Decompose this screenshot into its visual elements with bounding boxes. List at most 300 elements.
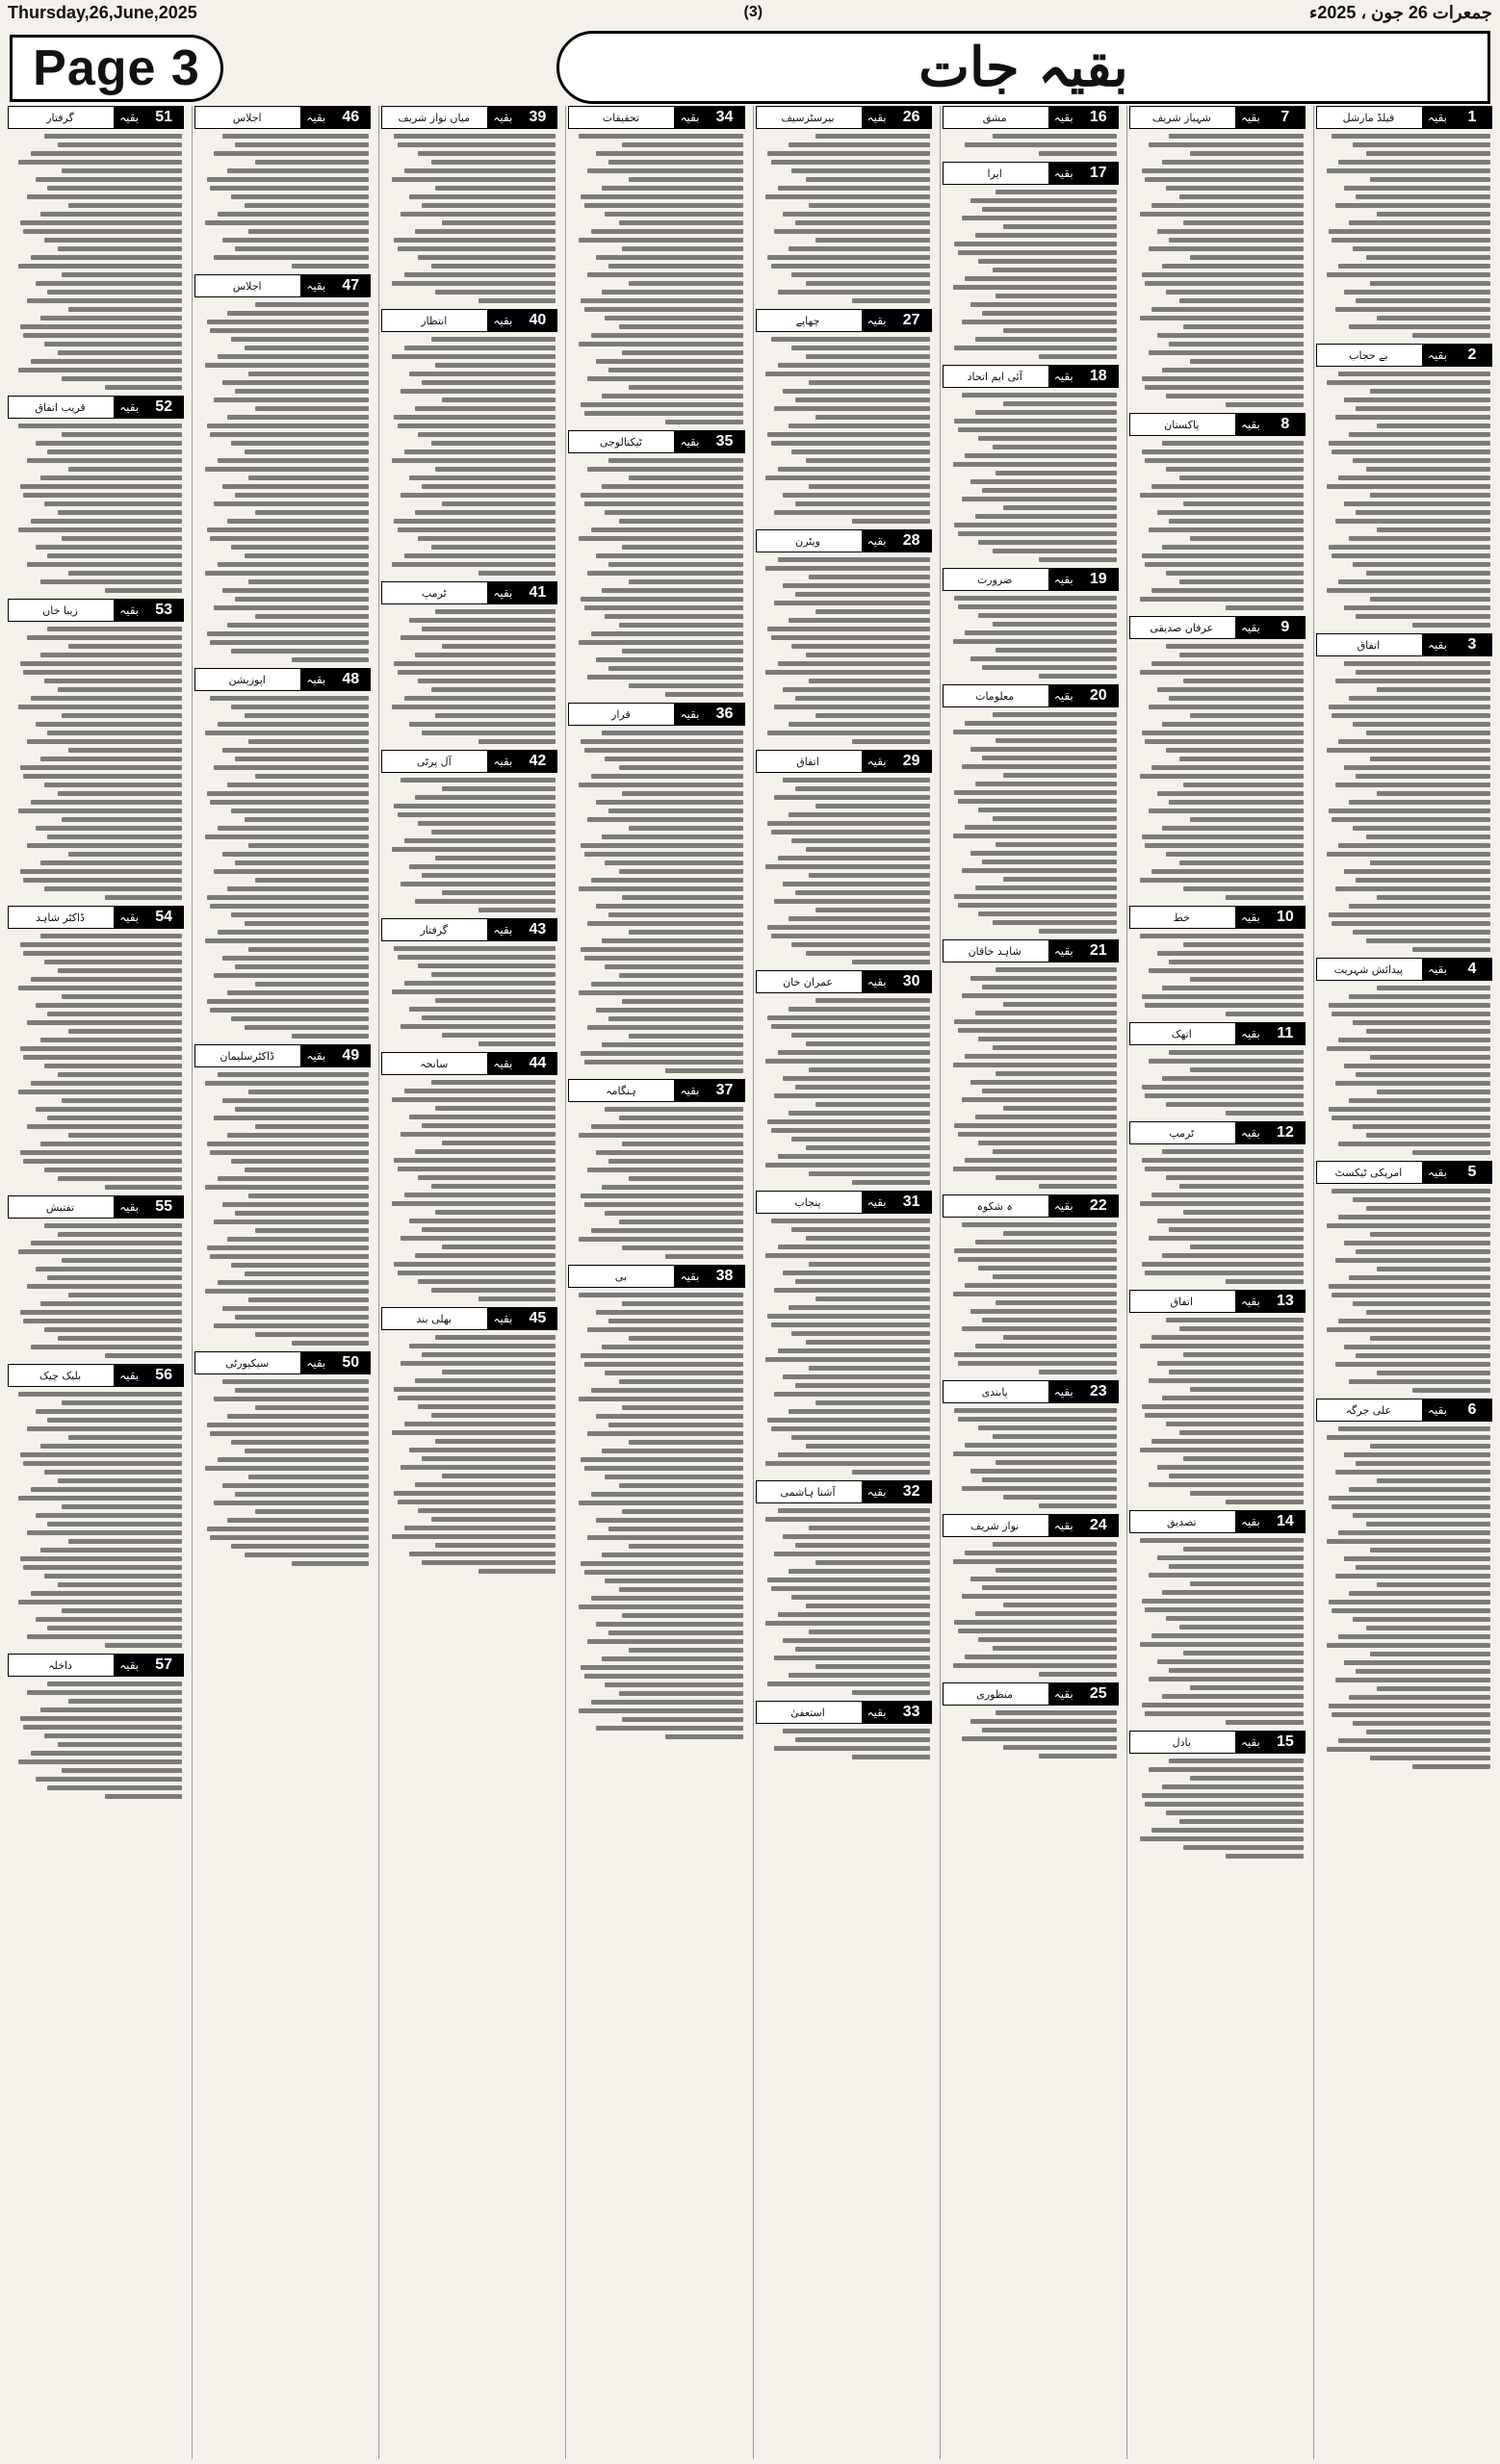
text-line (245, 1449, 369, 1453)
text-line (36, 1267, 182, 1271)
text-line (1166, 467, 1304, 472)
continuation-header (943, 684, 1119, 707)
text-line (40, 1707, 182, 1712)
text-line (602, 1042, 743, 1047)
text-line (47, 627, 182, 631)
text-line (1039, 1503, 1117, 1508)
text-line (581, 739, 742, 744)
text-line (245, 817, 369, 822)
text-line (1353, 1197, 1490, 1202)
text-line (622, 895, 742, 900)
text-line (965, 721, 1117, 726)
text-line (587, 1025, 742, 1030)
text-line (1190, 255, 1304, 260)
body-text-block (943, 1540, 1119, 1679)
text-line (629, 930, 742, 935)
text-line (1349, 220, 1490, 225)
text-line (608, 458, 743, 463)
continuation-item (8, 1364, 184, 1650)
text-line (1338, 579, 1490, 584)
text-line (970, 656, 1117, 661)
text-line (1332, 553, 1490, 558)
text-line (404, 553, 556, 558)
text-line (1329, 808, 1490, 813)
continuation-number: 24 (1079, 1515, 1118, 1536)
text-line (771, 441, 930, 446)
text-line (1338, 1038, 1490, 1042)
text-line (227, 311, 369, 316)
text-line (44, 238, 182, 243)
text-line (435, 998, 556, 1003)
continuation-label: بقیہ (860, 1481, 892, 1502)
body-text-block (756, 996, 932, 1187)
text-line (1140, 1642, 1304, 1647)
text-line (1169, 1227, 1304, 1232)
text-line (605, 316, 742, 321)
text-line (1344, 1241, 1490, 1245)
text-line (47, 1785, 182, 1790)
text-line (954, 1123, 1116, 1128)
text-line (584, 748, 743, 753)
text-line (978, 613, 1116, 618)
text-line (1370, 860, 1490, 865)
text-line (40, 757, 182, 761)
text-line (68, 1539, 182, 1544)
text-line (783, 1270, 929, 1275)
text-line (954, 1620, 1116, 1625)
text-line (245, 1553, 369, 1557)
text-line (1327, 1435, 1490, 1440)
text-line (806, 653, 930, 657)
text-line (579, 783, 742, 787)
text-line (1356, 670, 1490, 675)
text-line (815, 908, 929, 912)
continuation-number: 21 (1079, 940, 1118, 962)
text-line (1179, 653, 1304, 657)
text-line (1145, 843, 1304, 848)
text-line (409, 864, 556, 869)
continuation-number: 30 (892, 971, 931, 992)
text-line (774, 1552, 929, 1556)
text-line (591, 229, 743, 234)
text-line (993, 1646, 1117, 1651)
text-line (418, 963, 556, 968)
continuation-header (381, 1052, 557, 1075)
continuation-label: بقیہ (1233, 414, 1266, 435)
text-line (602, 394, 743, 398)
continuation-label: بقیہ (1420, 1162, 1453, 1183)
continuation-keyword: فیلڈ مارشل (1342, 111, 1395, 124)
text-line (392, 1534, 556, 1539)
text-line (31, 696, 183, 701)
continuation-header (1316, 1399, 1492, 1422)
text-line (23, 1725, 182, 1730)
text-line (1377, 1582, 1490, 1587)
text-line (962, 497, 1117, 501)
body-text-block (1316, 659, 1492, 954)
text-line (765, 1621, 929, 1626)
text-line (587, 1535, 742, 1540)
text-line (970, 479, 1117, 484)
text-line (1329, 1496, 1490, 1501)
text-line (581, 402, 742, 407)
continuation-item (1129, 1731, 1306, 1861)
continuation-number: 48 (331, 669, 370, 690)
continuation-label: بقیہ (485, 1053, 518, 1074)
text-line (581, 1051, 742, 1056)
text-line (392, 562, 556, 567)
text-line (1366, 571, 1490, 576)
text-line (1179, 475, 1304, 480)
body-text-block (568, 729, 744, 1075)
body-text-block (943, 710, 1119, 936)
text-line (207, 1245, 369, 1250)
body-text-block (8, 1390, 184, 1650)
text-line (1356, 1461, 1490, 1466)
text-line (40, 579, 182, 584)
text-line (20, 661, 182, 666)
text-line (1151, 661, 1304, 666)
text-line (602, 186, 743, 191)
text-line (584, 501, 743, 506)
text-line (982, 860, 1117, 864)
text-line (404, 1526, 556, 1530)
text-line (44, 1574, 182, 1578)
text-line (478, 298, 556, 303)
text-line (392, 989, 556, 994)
text-line (62, 1400, 182, 1405)
text-line (982, 1477, 1117, 1482)
text-line (958, 1629, 1117, 1633)
text-line (27, 1124, 182, 1129)
text-line (210, 640, 369, 645)
continuation-item (943, 1514, 1119, 1679)
text-line (227, 783, 369, 787)
text-line (31, 800, 183, 805)
text-line (978, 436, 1116, 441)
continuation-item (8, 1654, 184, 1801)
text-line (23, 1159, 182, 1164)
text-line (231, 808, 369, 813)
text-line (795, 398, 930, 402)
text-line (442, 220, 556, 225)
continuation-keyword: تفتیش (45, 1200, 75, 1214)
text-line (584, 203, 743, 208)
text-line (105, 1643, 183, 1648)
text-line (1190, 713, 1304, 718)
text-line (765, 1517, 929, 1522)
continuation-header (381, 918, 557, 941)
text-line (1327, 1747, 1490, 1752)
continuation-header (943, 365, 1119, 388)
text-line (214, 1397, 369, 1401)
text-line (1370, 1548, 1490, 1553)
text-line (207, 1423, 369, 1427)
continuation-item (756, 970, 932, 1187)
continuation-number: 17 (1079, 163, 1118, 184)
continuation-header (381, 581, 557, 604)
text-line (852, 1755, 930, 1759)
text-line (418, 1508, 556, 1513)
continuation-number: 36 (706, 704, 744, 725)
text-line (1140, 1836, 1304, 1841)
continuation-number: 57 (144, 1655, 183, 1676)
text-line (442, 890, 556, 895)
text-line (765, 194, 929, 199)
text-line (401, 778, 556, 783)
text-line (1145, 1003, 1304, 1008)
text-line (602, 1345, 743, 1349)
text-line (778, 1452, 930, 1457)
continuation-header (568, 106, 744, 129)
text-line (1169, 960, 1304, 964)
text-line (1145, 1802, 1304, 1807)
text-line (68, 644, 182, 649)
text-line (1190, 1685, 1304, 1690)
text-line (1338, 372, 1490, 376)
text-line (40, 1548, 182, 1553)
text-line (392, 354, 556, 359)
text-line (1370, 1232, 1490, 1237)
text-line (18, 808, 182, 813)
text-line (993, 134, 1117, 139)
text-line (1344, 1452, 1490, 1457)
text-line (1329, 1600, 1490, 1604)
text-line (953, 1167, 1117, 1171)
text-line (58, 687, 182, 692)
continuation-number: 33 (892, 1702, 931, 1723)
text-line (23, 1319, 182, 1323)
text-line (1190, 1387, 1304, 1392)
text-line (44, 783, 182, 787)
continuation-header (1129, 413, 1306, 436)
text-line (218, 212, 370, 217)
text-line (1332, 921, 1490, 926)
text-line (596, 255, 742, 260)
text-line (587, 376, 742, 381)
continuation-label: بقیہ (485, 919, 518, 940)
text-line (36, 1107, 182, 1112)
text-line (1366, 151, 1490, 156)
text-line (1039, 674, 1117, 679)
text-line (245, 921, 369, 926)
text-line (415, 899, 556, 904)
text-line (44, 134, 182, 139)
text-line (996, 1710, 1116, 1715)
text-line (767, 432, 929, 437)
continuation-item (1316, 106, 1492, 340)
continuation-item (943, 1194, 1119, 1376)
text-line (774, 705, 929, 709)
text-line (795, 1279, 930, 1284)
text-line (953, 639, 1117, 644)
text-line (205, 220, 369, 225)
body-text-block (1129, 1048, 1306, 1117)
text-line (409, 1344, 556, 1348)
text-line (619, 869, 743, 874)
continuation-number: 37 (706, 1080, 744, 1101)
text-line (1332, 1189, 1490, 1194)
text-line (210, 186, 369, 191)
body-text-block (8, 625, 184, 902)
text-line (401, 1236, 556, 1241)
text-line (596, 553, 742, 558)
continuation-label: بقیہ (1047, 685, 1079, 706)
text-line (605, 510, 742, 515)
text-line (235, 964, 370, 969)
continuation-label: بقیہ (860, 971, 892, 992)
text-line (795, 1647, 930, 1652)
text-line (1149, 1378, 1304, 1383)
text-line (965, 1054, 1117, 1059)
text-line (31, 359, 183, 364)
text-line (1366, 1730, 1490, 1734)
text-line (47, 1522, 182, 1527)
text-line (958, 531, 1117, 536)
text-line (235, 142, 370, 147)
continuation-number: 12 (1266, 1122, 1305, 1143)
text-line (404, 838, 556, 843)
continuation-number: 44 (518, 1053, 556, 1074)
text-line (214, 765, 369, 770)
text-line (584, 852, 743, 857)
text-line (44, 679, 182, 683)
text-line (1332, 1608, 1490, 1613)
text-line (418, 432, 556, 437)
text-line (584, 605, 743, 610)
continuation-label: بقیہ (1233, 1023, 1266, 1044)
text-line (1003, 1231, 1117, 1236)
text-line (996, 738, 1116, 743)
text-line (58, 1582, 182, 1587)
continuation-number: 54 (144, 907, 183, 928)
continuation-keyword: قرار (611, 707, 631, 721)
continuation-item (194, 668, 371, 1040)
text-line (205, 1185, 369, 1190)
text-line (1370, 1756, 1490, 1760)
news-column (6, 106, 186, 2459)
text-line (1151, 869, 1304, 874)
text-line (1142, 553, 1304, 558)
text-line (248, 579, 369, 584)
continuation-label: بقیہ (1420, 634, 1453, 655)
text-line (1353, 458, 1490, 463)
text-line (1169, 519, 1304, 524)
continuation-keyword: اتفاق (796, 755, 819, 768)
text-line (587, 571, 742, 576)
text-line (222, 588, 369, 593)
text-line (442, 644, 556, 649)
continuation-keyword: تحقیقات (602, 111, 640, 124)
text-line (40, 316, 182, 321)
text-line (1327, 1223, 1490, 1228)
text-line (1162, 986, 1304, 990)
text-line (1370, 389, 1490, 394)
continuation-header (1129, 1290, 1306, 1313)
text-line (791, 449, 929, 454)
continuation-number: 46 (331, 107, 370, 128)
text-line (602, 938, 743, 943)
body-text-block (381, 1078, 557, 1303)
text-line (993, 549, 1117, 553)
text-line (579, 886, 742, 891)
text-line (62, 536, 182, 541)
continuation-item (943, 684, 1119, 936)
continuation-header (568, 430, 744, 453)
text-line (47, 1681, 182, 1686)
text-line (431, 1288, 556, 1293)
text-line (962, 1594, 1117, 1599)
text-line (58, 1336, 182, 1341)
text-line (1179, 194, 1304, 199)
text-line (1366, 1133, 1490, 1138)
text-line (815, 1664, 929, 1669)
text-line (235, 1107, 370, 1112)
text-line (398, 246, 556, 251)
text-line (1344, 1660, 1490, 1665)
text-line (435, 1106, 556, 1111)
text-line (1149, 705, 1304, 709)
text-line (806, 354, 930, 359)
text-line (791, 1435, 929, 1440)
text-line (205, 938, 369, 943)
continuation-keyword: اتفاق (1357, 638, 1381, 652)
text-line (596, 1008, 742, 1013)
text-line (442, 1033, 556, 1038)
text-line (442, 1370, 556, 1374)
continuation-label: بقیہ (1233, 617, 1266, 638)
continuation-number: 31 (892, 1192, 931, 1213)
text-line (394, 804, 556, 808)
text-line (398, 812, 556, 817)
text-line (222, 134, 369, 139)
continuation-number: 45 (518, 1308, 556, 1329)
text-line (1366, 834, 1490, 839)
text-line (774, 1288, 929, 1293)
text-line (1149, 142, 1304, 147)
text-line (789, 916, 930, 921)
text-line (27, 562, 182, 567)
text-line (996, 1460, 1116, 1465)
text-line (783, 1729, 929, 1733)
continuation-number: 11 (1266, 1023, 1305, 1044)
text-line (852, 519, 930, 524)
text-line (1190, 1067, 1304, 1072)
text-line (791, 644, 929, 649)
continuation-item (381, 581, 557, 746)
text-line (1356, 1565, 1490, 1570)
text-line (235, 1315, 370, 1320)
text-line (954, 790, 1116, 795)
text-line (1353, 246, 1490, 251)
continuation-keyword: بے حجاب (1349, 348, 1388, 362)
continuation-label: بقیہ (1047, 163, 1079, 184)
text-line (1157, 687, 1304, 692)
text-line (20, 484, 182, 489)
text-line (622, 142, 742, 147)
text-line (778, 1612, 930, 1617)
text-line (1157, 791, 1304, 796)
text-line (584, 1362, 743, 1367)
text-line (36, 441, 182, 446)
text-line (605, 614, 742, 619)
text-line (970, 198, 1117, 203)
text-line (1356, 774, 1490, 779)
continuation-keyword: چھاپے (795, 314, 820, 327)
text-line (1140, 212, 1304, 217)
text-line (774, 1392, 929, 1397)
text-line (1370, 281, 1490, 286)
